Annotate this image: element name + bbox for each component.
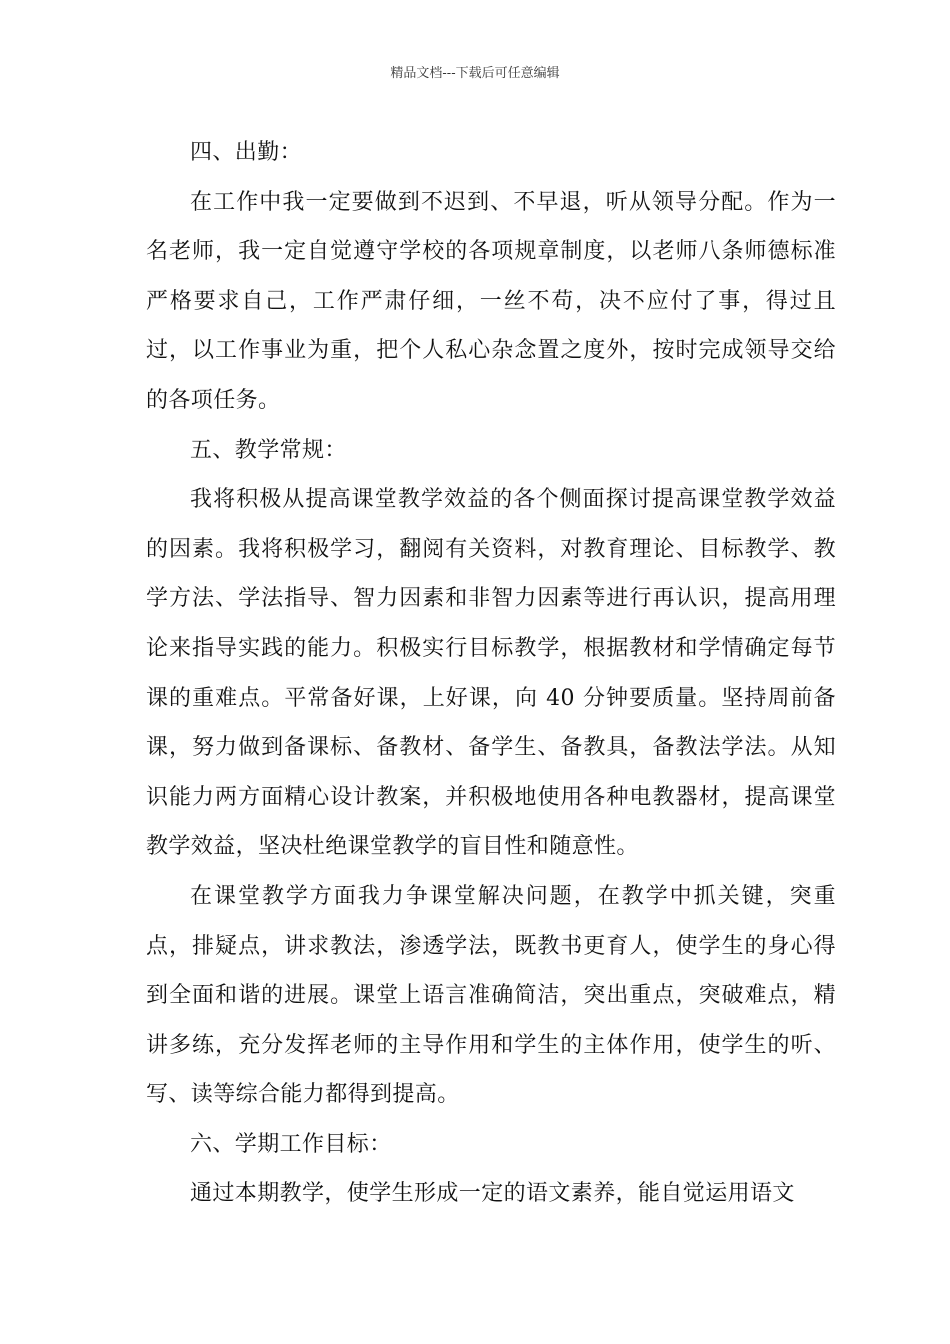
paragraph-classroom-teaching: 在课堂教学方面我力争课堂解决问题，在教学中抓关键，突重点，排疑点，讲求教法，渗透学法，既教书更育人，使学生的身心得到全面和谐的进展。课堂上语言准确简洁，突出重点，突破难点，精讲多练，充分发挥老师的主导作用和学生的主体作用，使学生的听、写、读等综合能力都得到提高。: [146, 883, 836, 1108]
section-heading-attendance: 四、出勤：: [190, 140, 303, 165]
paragraph-semester-goals: 通过本期教学，使学生形成一定的语文素养，能自觉运用语文: [190, 1181, 795, 1207]
paragraph-teaching-efficiency: 我将积极从提高课堂教学效益的各个侧面探讨提高课堂教学效益的因素。我将积极学习，翻阅有关资料，对教育理论、目标教学、教学方法、学法指导、智力因素和非智力因素等进行再认识，提高用理论来指导实践的能力。积极实行目标教学，根据教材和学情确定每节课的重难点。平常备好课，上好课，向 40 分钟要质量。坚持周前备课，努力做到备课标、备教材、备学生、备教具，备教法学法。从知识能力两方面精心设计教案，并积极地使用各种电教器材，提高课堂教学效益，坚决杜绝课堂教学的盲目性和随意性。: [146, 487, 836, 860]
section-heading-teaching-routine: 五、教学常规：: [190, 437, 347, 463]
document-body: [146, 128, 836, 1219]
section-heading-semester-goals: 六、学期工作目标：: [190, 1131, 392, 1157]
page-header: 精品文档---下载后可任意编辑: [390, 66, 560, 81]
paragraph-attendance: 在工作中我一定要做到不迟到、不早退，听从领导分配。作为一名老师，我一定自觉遵守学校的各项规章制度，以老师八条师德标准严格要求自己，工作严肃仔细，一丝不苟，决不应付了事，得过且过，以工作事业为重，把个人私心杂念置之度外，按时完成领导交给的各项任务。: [146, 189, 836, 413]
